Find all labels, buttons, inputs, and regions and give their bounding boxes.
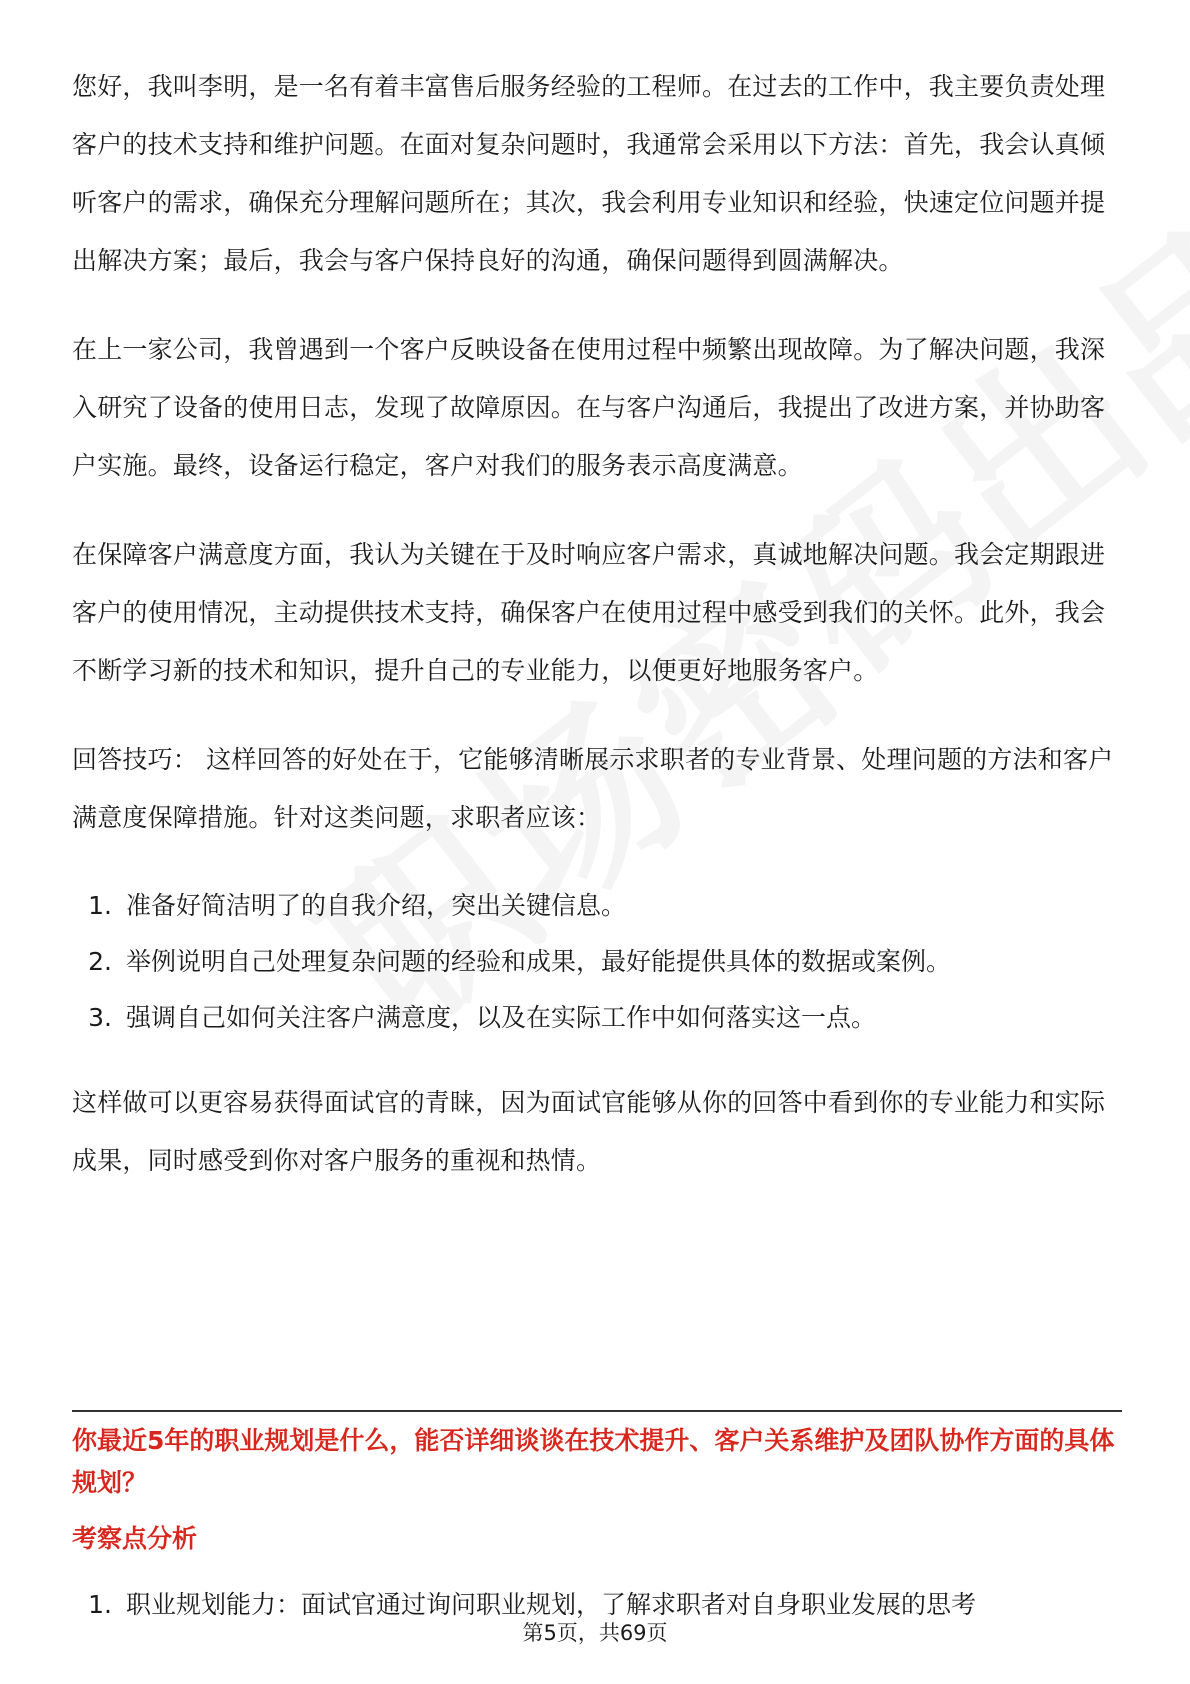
list-item [86,990,1122,1046]
list-item [86,934,1122,990]
question-title: 你最近5年的职业规划是什么，能否详细谈谈在技术提升、客户关系维护及团队协作方面的具体规划？ [72,1426,1115,1497]
list-text: 准备好简洁明了的自我介绍，突出关键信息。 [126,891,627,920]
list-text: 强调自己如何关注客户满意度，以及在实际工作中如何落实这一点。 [126,1003,877,1032]
list-number: 1. [88,891,112,920]
paragraph-satisfaction: 在保障客户满意度方面，我认为关键在于及时响应客户需求，真诚地解决问题。我会定期跟进客户的使用情况，主动提供技术支持，确保客户在使用过程中感受到我们的关怀。此外，我会不断学习新的技术和知识，提升自己的专业能力，以便更好地服务客户。 [72,540,1106,685]
list-number: 1. [88,1590,112,1619]
paragraph-closing: 这样做可以更容易获得面试官的青睐，因为面试官能够从你的回答中看到你的专业能力和实际成果，同时感受到你对客户服务的重视和热情。 [72,1088,1106,1175]
page-number: 第5页，共69页 [522,1621,668,1645]
analysis-heading: 考察点分析 [72,1524,198,1553]
paragraph-intro: 您好，我叫李明，是一名有着丰富售后服务经验的工程师。在过去的工作中，我主要负责处理客户的技术支持和维护问题。在面对复杂问题时，我通常会采用以下方法：首先，我会认真倾听客户的需求，确保充分理解问题所在；其次，我会利用专业知识和经验，快速定位问题并提出解决方案；最后，我会与客户保持良好的沟通，确保问题得到圆满解决。 [72,72,1106,275]
paragraph-tips-intro: 回答技巧： 这样回答的好处在于，它能够清晰展示求职者的专业背景、处理问题的方法和客户满意度保障措施。针对这类问题，求职者应该： [72,745,1114,832]
list-item [86,878,1122,934]
list-text: 职业规划能力：面试官通过询问职业规划，了解求职者对自身职业发展的思考 [126,1590,977,1619]
list-number: 3. [88,1003,112,1032]
paragraph-example: 在上一家公司，我曾遇到一个客户反映设备在使用过程中频繁出现故障。为了解决问题，我深入研究了设备的使用日志，发现了故障原因。在与客户沟通后，我提出了改进方案，并协助客户实施。最终，设备运行稳定，客户对我们的服务表示高度满意。 [72,335,1106,480]
tips-list [72,878,1122,1046]
list-number: 2. [88,947,112,976]
list-text: 举例说明自己处理复杂问题的经验和成果，最好能提供具体的数据或案例。 [126,947,952,976]
answer-body [72,58,1122,1221]
section-divider [72,1410,1122,1412]
